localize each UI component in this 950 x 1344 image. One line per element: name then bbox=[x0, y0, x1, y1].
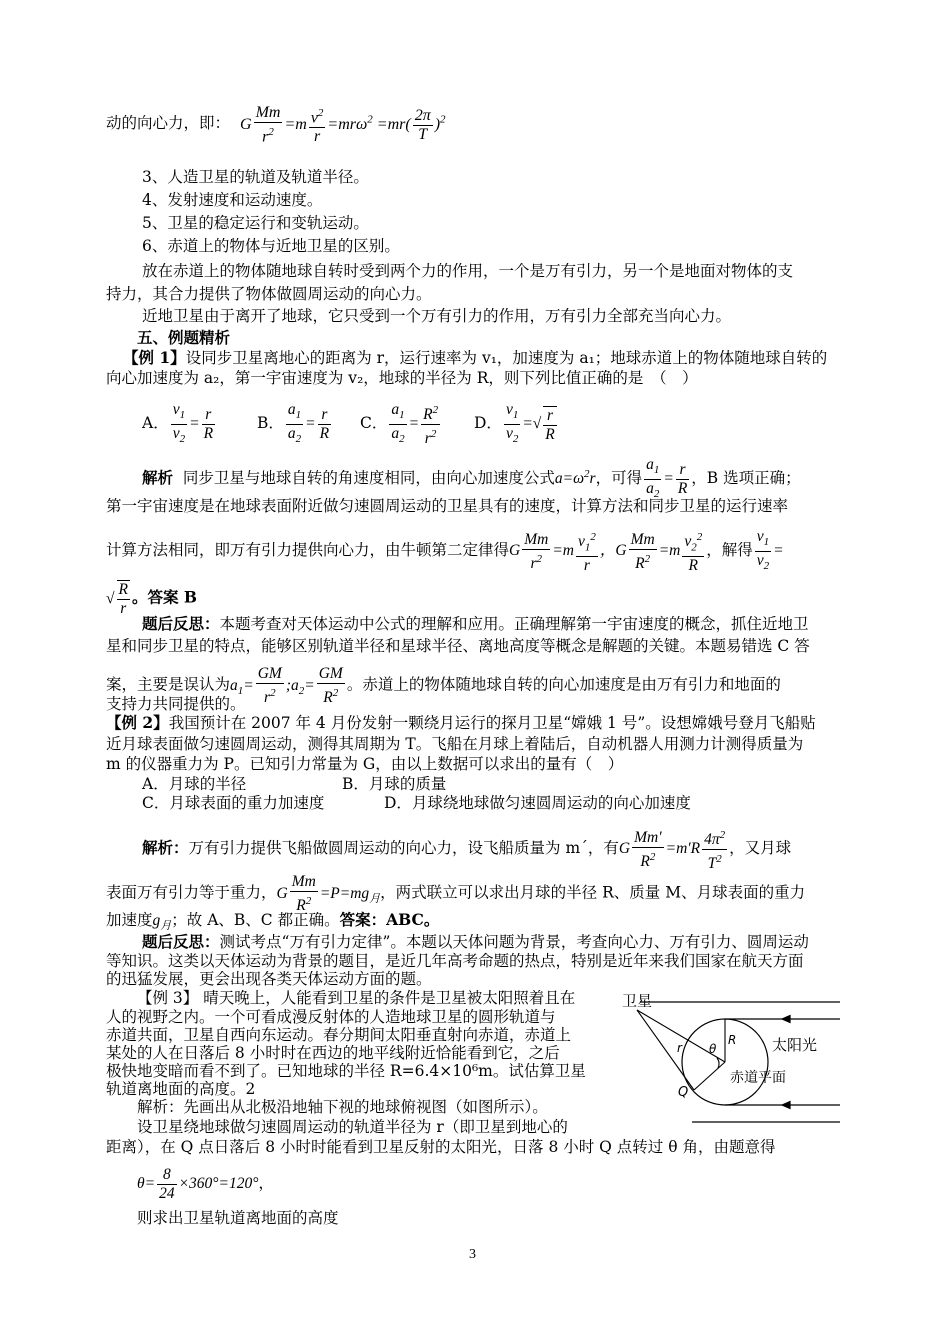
ex1-option-c: C． $\frac{a_1}{a_2}$ = $\frac{R^2}{r^2}$ bbox=[360, 401, 439, 448]
satellite-orbit-figure bbox=[612, 992, 842, 1132]
sunlight-label: 太阳光 bbox=[772, 1036, 818, 1054]
ex2-option-d: D．月球绕地球做匀速圆周运动的向心加速度 bbox=[384, 794, 691, 812]
ex1-question-line: 向心加速度为 a₂，第一宇宙速度为 v₂，地球的半径为 R，则下列比值正确的是 （ ） bbox=[106, 369, 698, 387]
ex2-option-b: B．月球的质量 bbox=[342, 775, 447, 793]
ex2-option-a: A．月球的半径 bbox=[142, 775, 247, 793]
ex3-question-line: 赤道共面，卫星自西向东运动。春分期间太阳垂直射向赤道，赤道上 bbox=[106, 1026, 572, 1044]
list-item: 3、人造卫星的轨道及轨道半径。 bbox=[142, 168, 369, 186]
page-number: 3 bbox=[469, 1247, 476, 1262]
ex1-solution-line: 计算方法相同，即万有引力提供向心力，由牛顿第二定律得G $\frac{Mm}{r^2}$ =m $\frac{v_1^2}{r}$ ，G $\frac{Mm}{R^2}$ =m $\frac{v_2^2}{R}$ ，解得 $\frac{v_1}{v_2}$ = bbox=[106, 528, 784, 575]
ex3-question-line: 某处的人在日落后 8 小时时在西边的地平线附近恰能看到它，之后 bbox=[106, 1044, 560, 1062]
ex3-question-line: 极快地变暗而看不到了。已知地球的半径 R=6.4×10⁶m。试估算卫星 bbox=[106, 1062, 586, 1080]
equator-plane-label: 赤道平面 bbox=[730, 1070, 786, 1086]
ex1-reflection-line: 星和同步卫星的特点，能够区别轨道半径和星球半径、离地高度等概念是解题的关键。本题易错选 C 答 bbox=[106, 637, 810, 655]
centripetal-line: 动的向心力，即： bbox=[106, 114, 231, 132]
ex2-reflection-line: 题后反思：测试考点“万有引力定律”。本题以天体问题为背景，考查向心力、万有引力、圆周运动 bbox=[142, 932, 809, 951]
ex2-question-line: m 的仪器重力为 P。已知引力常量为 G，由以上数据可以求出的量有（ ） bbox=[106, 755, 624, 773]
ex2-solution-line: 解析：万有引力提供飞船做圆周运动的向心力，设飞船质量为 m´，有G $\frac{Mm'}{R^2}$ =m′R $\frac{4\pi^2}{T^2}$ ，又月球 bbox=[142, 826, 791, 873]
section-title: 五、例题精析 bbox=[137, 328, 231, 347]
ex2-solution-line: 加速度$g_月$；故 A、B、C 都正确。答案：ABC。 bbox=[106, 910, 440, 933]
centripetal-formula: G $\frac{Mm}{r^2}$ =m $\frac{v^2}{r}$ =mrω$^2$ =mr( $\frac{2\pi}{T}$ )$^2$ bbox=[240, 104, 446, 146]
list-item: 5、卫星的稳定运行和变轨运动。 bbox=[142, 214, 369, 232]
ex3-solution-line: 设卫星绕地球做匀速圆周运动的轨道半径为 r（即卫星到地心的 bbox=[137, 1118, 568, 1136]
ex2-reflection-line: 等知识。这类以天体运动为背景的题目，是近几年高考命题的热点，特别是近年来我们国家在航天方面 bbox=[106, 952, 804, 970]
ex3-solution-line: 距离），在 Q 点日落后 8 小时时能看到卫星反射的太阳光，日落 8 小时 Q 点转过 θ 角，由题意得 bbox=[106, 1138, 776, 1156]
ex2-question-line: 近月球表面做匀速圆周运动，测得其周期为 T。飞船在月球上着陆后，自动机器人用测力计测得质量为 bbox=[106, 735, 804, 753]
ex1-option-a: A． $\frac{v_1}{v_2}$ = $\frac{r}{R}$ bbox=[142, 401, 214, 446]
ex2-solution-line: 表面万有引力等于重力，G $\frac{Mm}{R^2}$ $=P=mg_月$，两式联立可以求出月球的半径 R、质量 M、月球表面的重力 bbox=[106, 873, 806, 915]
paragraph: 近地卫星由于离开了地球，它只受到一个万有引力的作用，万有引力全部充当向心力。 bbox=[142, 307, 732, 325]
ex1-reflection-line: 案，主要是误认为$a_1=$ $\frac{GM}{r^2}$ $;a_2=$ $\frac{GM}{R^2}$ 。赤道上的物体随地球自转的向心加速度是由万有引力和地面的 bbox=[106, 665, 781, 707]
ex3-question-line: 人的视野之内。一个可看成漫反射体的人造地球卫星的圆形轨道与 bbox=[106, 1008, 556, 1026]
satellite-label: 卫星 bbox=[622, 992, 653, 1010]
list-item: 6、赤道上的物体与近地卫星的区别。 bbox=[142, 237, 400, 255]
ex3-theta-formula: θ= $\frac{8}{24}$ ×360°=120°， bbox=[137, 1166, 274, 1202]
paragraph: 放在赤道上的物体随地球自转时受到两个力的作用，一个是万有引力，另一个是地面对物体的支 bbox=[142, 262, 794, 280]
ex2-option-c: C．月球表面的重力加速度 bbox=[142, 794, 325, 812]
r-label: r bbox=[677, 1041, 682, 1055]
ex1-reflection-line: 支持力共同提供的。 bbox=[106, 695, 246, 713]
theta-label: θ bbox=[709, 1042, 717, 1056]
ex3-solution-line: 则求出卫星轨道离地面的高度 bbox=[137, 1209, 339, 1227]
ex1-reflection-line: 题后反思：本题考查对天体运动中公式的理解和应用。正确理解第一宇宙速度的概念，抓住近地卫 bbox=[142, 614, 809, 633]
paragraph: 持力，其合力提供了物体做圆周运动的向心力。 bbox=[106, 285, 432, 303]
ex1-option-d: D． $\frac{v_1}{v_2}$ =√ $\frac{r}{R}$ bbox=[474, 401, 555, 446]
ex3-question-line: 轨道离地面的高度。2 bbox=[106, 1080, 256, 1098]
R-label: R bbox=[728, 1033, 737, 1047]
ex1-answer-line: √ $\frac{R}{r}$ 。答案 B bbox=[106, 581, 197, 617]
ex1-solution-line: 解析 同步卫星与地球自转的角速度相同，由向心加速度公式$a=\omega^2r$，可得 $\frac{a_1}{a_2}$ = $\frac{r}{R}$ ，B 选项正确； bbox=[142, 456, 801, 501]
ex3-solution-line: 解析：先画出从北极沿地轴下视的地球俯视图（如图所示）。 bbox=[137, 1098, 548, 1116]
ex2-question-line: 【例 2】我国预计在 2007 年 4 月份发射一颗绕月运行的探月卫星“嫦娥 1 号”。设想嫦娥号登月飞船贴 bbox=[106, 713, 816, 732]
ex1-option-b: B． $\frac{a_1}{a_2}$ = $\frac{r}{R}$ bbox=[257, 401, 330, 446]
sunlight-rays bbox=[640, 1002, 840, 1122]
Q-label: Q bbox=[678, 1085, 689, 1100]
ex2-reflection-line: 的迅猛发展，更会出现各类天体运动方面的题。 bbox=[106, 970, 432, 988]
ex1-question-line: 【例 1】设同步卫星离地心的距离为 r，运行速率为 v₁，加速度为 a₁；地球赤道上的物体随地球自转的 bbox=[123, 348, 828, 367]
ex3-question-line: 【例 3】 晴天晚上，人能看到卫星的条件是卫星被太阳照着且在 bbox=[137, 989, 576, 1007]
list-item: 4、发射速度和运动速度。 bbox=[142, 191, 323, 209]
ex1-solution-line: 第一宇宙速度是在地球表面附近做匀速圆周运动的卫星具有的速度，计算方法和同步卫星的运行速率 bbox=[106, 497, 789, 515]
